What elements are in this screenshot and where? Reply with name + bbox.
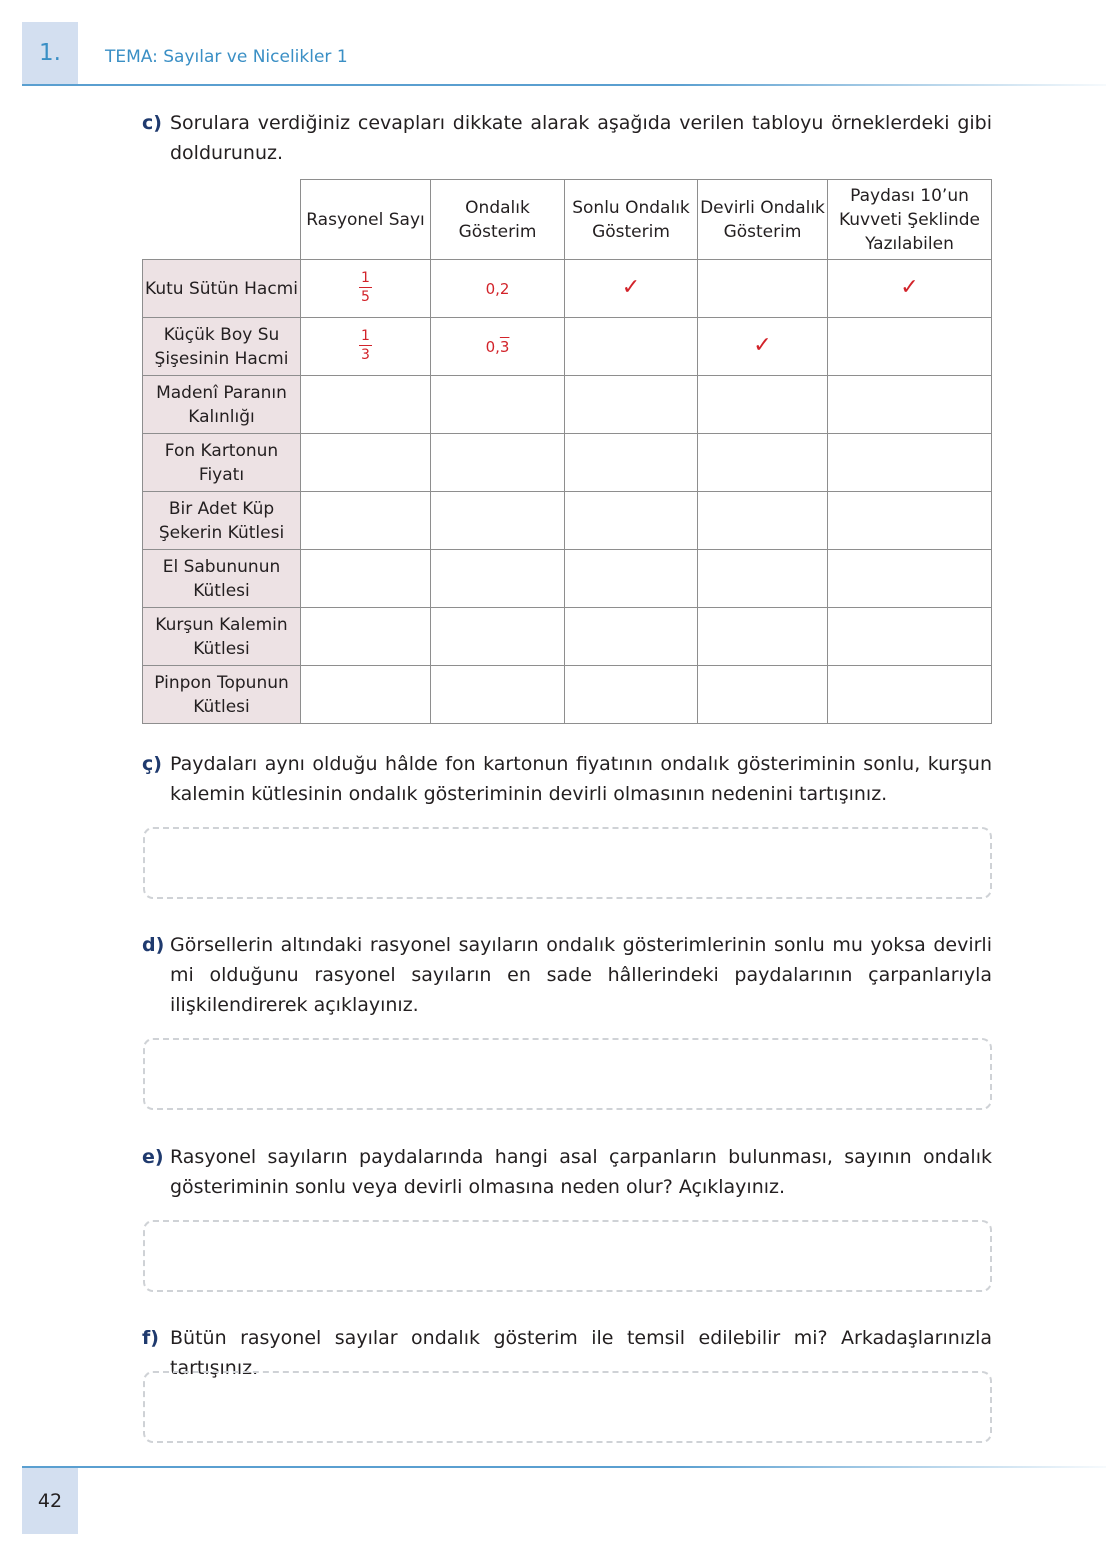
decimal-cell[interactable]	[431, 666, 565, 724]
row-header: Madenî Paranın Kalınlığı	[143, 376, 301, 434]
question-e	[142, 1142, 992, 1202]
rational-cell[interactable]	[301, 434, 431, 492]
theme-title: TEMA: Sayılar ve Nicelikler 1	[105, 47, 348, 67]
power-of-ten-cell[interactable]	[828, 318, 992, 376]
question-cc	[142, 749, 992, 809]
row-header: Fon Kartonun Fiyatı	[143, 434, 301, 492]
finite-cell[interactable]	[565, 260, 698, 318]
check-mark-icon: ✓	[753, 333, 772, 358]
column-header: Sonlu Ondalık Gösterim	[565, 180, 698, 260]
decimal-cell[interactable]	[431, 376, 565, 434]
page-number: 42	[37, 1490, 63, 1512]
decimal-cell[interactable]	[431, 260, 565, 318]
finite-cell[interactable]	[565, 608, 698, 666]
table-row	[143, 318, 992, 376]
answer-box-e[interactable]	[143, 1220, 992, 1292]
check-mark-icon: ✓	[900, 275, 919, 300]
corner-cell	[143, 180, 301, 260]
check-mark-icon: ✓	[621, 275, 641, 300]
decimal-cell[interactable]	[431, 318, 565, 376]
rational-cell[interactable]	[301, 550, 431, 608]
footer-divider	[22, 1466, 1106, 1468]
repeating-digit: 3	[499, 337, 510, 356]
power-of-ten-cell[interactable]	[828, 492, 992, 550]
power-of-ten-cell[interactable]	[828, 434, 992, 492]
answer-box-d[interactable]	[143, 1038, 992, 1110]
repeating-cell[interactable]	[698, 260, 828, 318]
table-row	[143, 608, 992, 666]
question-label: c)	[142, 112, 162, 134]
question-text: Görsellerin altındaki rasyonel sayıların ondalık gösterimlerinin sonlu mu yoksa devirli mi olduğunu rasyonel sayıların en sade hâllerindeki paydalarının çarpanlarıyla ilişkilendirerek açıklayınız.	[170, 934, 992, 1016]
repeating-cell[interactable]	[698, 550, 828, 608]
decimal-cell[interactable]	[431, 434, 565, 492]
rational-cell[interactable]	[301, 260, 431, 318]
repeating-cell[interactable]	[698, 666, 828, 724]
rational-cell[interactable]	[301, 666, 431, 724]
column-header: Rasyonel Sayı	[301, 180, 431, 260]
table-row	[143, 260, 992, 318]
power-of-ten-cell[interactable]	[828, 550, 992, 608]
decimal-value: 0,2	[485, 279, 510, 298]
row-header: Bir Adet Küp Şekerin Kütlesi	[143, 492, 301, 550]
table-header-row	[143, 180, 992, 260]
question-d	[142, 930, 992, 1020]
question-text: Rasyonel sayıların paydalarında hangi asal çarpanların bulunması, sayının ondalık gösteriminin sonlu veya devirli olmasına neden olur? Açıklayınız.	[170, 1146, 992, 1198]
decimal-value: 0,3	[485, 337, 510, 356]
row-header: Kurşun Kalemin Kütlesi	[143, 608, 301, 666]
rational-number-table	[142, 179, 992, 724]
finite-cell[interactable]	[565, 376, 698, 434]
question-label: f)	[142, 1327, 159, 1349]
repeating-cell[interactable]	[698, 376, 828, 434]
header-divider	[22, 84, 1106, 86]
question-label: e)	[142, 1146, 164, 1168]
table-row	[143, 666, 992, 724]
finite-cell[interactable]	[565, 434, 698, 492]
row-header: Kutu Sütün Hacmi	[143, 260, 301, 318]
question-c	[142, 108, 992, 168]
fraction: $\frac{1}{5}$	[361, 270, 370, 305]
power-of-ten-cell[interactable]	[828, 260, 992, 318]
decimal-cell[interactable]	[431, 550, 565, 608]
rational-cell[interactable]	[301, 608, 431, 666]
table-row	[143, 434, 992, 492]
row-header: Pinpon Topunun Kütlesi	[143, 666, 301, 724]
finite-cell[interactable]	[565, 666, 698, 724]
finite-cell[interactable]	[565, 318, 698, 376]
power-of-ten-cell[interactable]	[828, 666, 992, 724]
rational-cell[interactable]	[301, 376, 431, 434]
repeating-cell[interactable]	[698, 318, 828, 376]
question-text: Sorulara verdiğiniz cevapları dikkate alarak aşağıda verilen tabloyu örneklerdeki gibi doldurunuz.	[170, 112, 992, 164]
finite-cell[interactable]	[565, 550, 698, 608]
table-row	[143, 550, 992, 608]
question-text: Paydaları aynı olduğu hâlde fon kartonun fiyatının ondalık gösteriminin sonlu, kurşun kalemin kütlesinin ondalık gösteriminin devirli olmasının nedenini tartışınız.	[170, 753, 992, 805]
question-label: d)	[142, 934, 165, 956]
answer-box-cc[interactable]	[143, 827, 992, 899]
repeating-cell[interactable]	[698, 434, 828, 492]
decimal-cell[interactable]	[431, 492, 565, 550]
question-label: ç)	[142, 753, 162, 775]
decimal-cell[interactable]	[431, 608, 565, 666]
row-header: Küçük Boy Su Şişesinin Hacmi	[143, 318, 301, 376]
table-row	[143, 376, 992, 434]
power-of-ten-cell[interactable]	[828, 608, 992, 666]
fraction: $\frac{1}{3}$	[361, 328, 370, 363]
column-header: Paydası 10’un Kuvveti Şeklinde Yazılabilen	[828, 180, 992, 260]
question-text: Bütün rasyonel sayılar ondalık gösterim ile temsil edilebilir mi? Arkadaşlarınızla tartışınız.	[170, 1327, 992, 1379]
rational-cell[interactable]	[301, 492, 431, 550]
row-header: El Sabununun Kütlesi	[143, 550, 301, 608]
column-header: Devirli Ondalık Gösterim	[698, 180, 828, 260]
repeating-cell[interactable]	[698, 608, 828, 666]
power-of-ten-cell[interactable]	[828, 376, 992, 434]
repeating-cell[interactable]	[698, 492, 828, 550]
finite-cell[interactable]	[565, 492, 698, 550]
rational-cell[interactable]	[301, 318, 431, 376]
answer-box-f[interactable]	[143, 1371, 992, 1443]
chapter-number: 1.	[39, 40, 61, 66]
table-row	[143, 492, 992, 550]
column-header: Ondalık Gösterim	[431, 180, 565, 260]
